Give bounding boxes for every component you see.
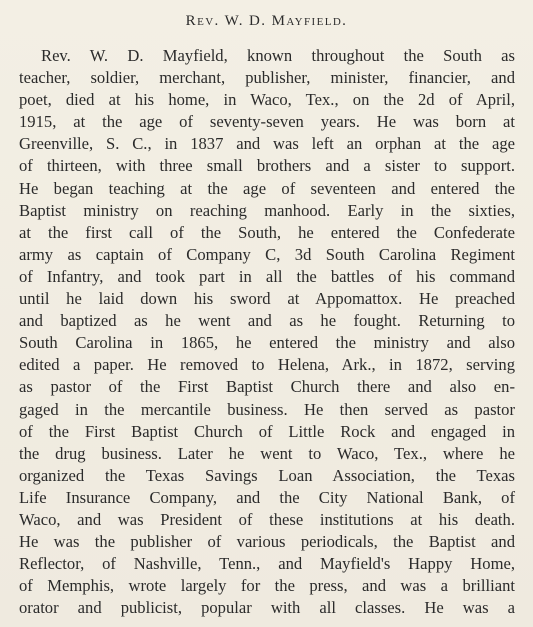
text-line: South Carolina in 1865, he entered the ministry and also (19, 333, 515, 353)
text-line: 1915, at the age of seventy-seven years. He was born at (19, 112, 515, 132)
text-line: Greenville, S. C., in 1837 and was left an orphan at the age (19, 134, 515, 154)
text-line: gaged in the mercantile business. He then served as pastor (19, 399, 515, 419)
text-line: teacher, soldier, merchant, publisher, minister, financier, and (19, 68, 515, 88)
text-line: of Infantry, and took part in all the battles of his command (19, 266, 515, 286)
text-line: the drug business. Later he went to Waco, Tex., where he (19, 443, 515, 463)
text-line: and baptized as he went and as he fought. Returning to (19, 311, 515, 331)
text-line: Life Insurance Company, and the City National Bank, of (19, 487, 515, 507)
text-line: He was the publisher of various periodicals, the Baptist and (19, 532, 515, 552)
text-line: of Memphis, wrote largely for the press, and was a brilliant (19, 576, 515, 596)
text-line: of the First Baptist Church of Little Rock and engaged in (19, 421, 515, 441)
text-line: until he laid down his sword at Appomattox. He preached (19, 289, 515, 309)
text-line: army as captain of Company C, 3d South Carolina Regiment (19, 244, 515, 264)
text-line: as pastor of the First Baptist Church there and also en- (19, 377, 515, 397)
text-line: Reflector, of Nashville, Tenn., and Mayfield's Happy Home, (19, 554, 515, 574)
text-line: organized the Texas Savings Loan Association, the Texas (19, 465, 515, 485)
text-line: edited a paper. He removed to Helena, Ark., in 1872, serving (19, 355, 515, 375)
text-line: Baptist ministry on reaching manhood. Early in the sixties, (19, 200, 515, 220)
body-text (19, 45, 515, 619)
page-title: Rev. W. D. Mayfield. (185, 13, 348, 29)
text-line: He began teaching at the age of seventeen and entered the (19, 178, 515, 198)
text-line: poet, died at his home, in Waco, Tex., on the 2d of April, (19, 90, 515, 110)
text-line: of thirteen, with three small brothers and a sister to support. (19, 156, 515, 176)
text-line: Rev. W. D. Mayfield, known throughout the South as (41, 46, 515, 65)
text-line: at the first call of the South, he entered the Confederate (19, 222, 515, 242)
text-line: Waco, and was President of these institutions at his death. (19, 509, 515, 529)
text-line: orator and publicist, popular with all classes. He was a (19, 598, 515, 618)
